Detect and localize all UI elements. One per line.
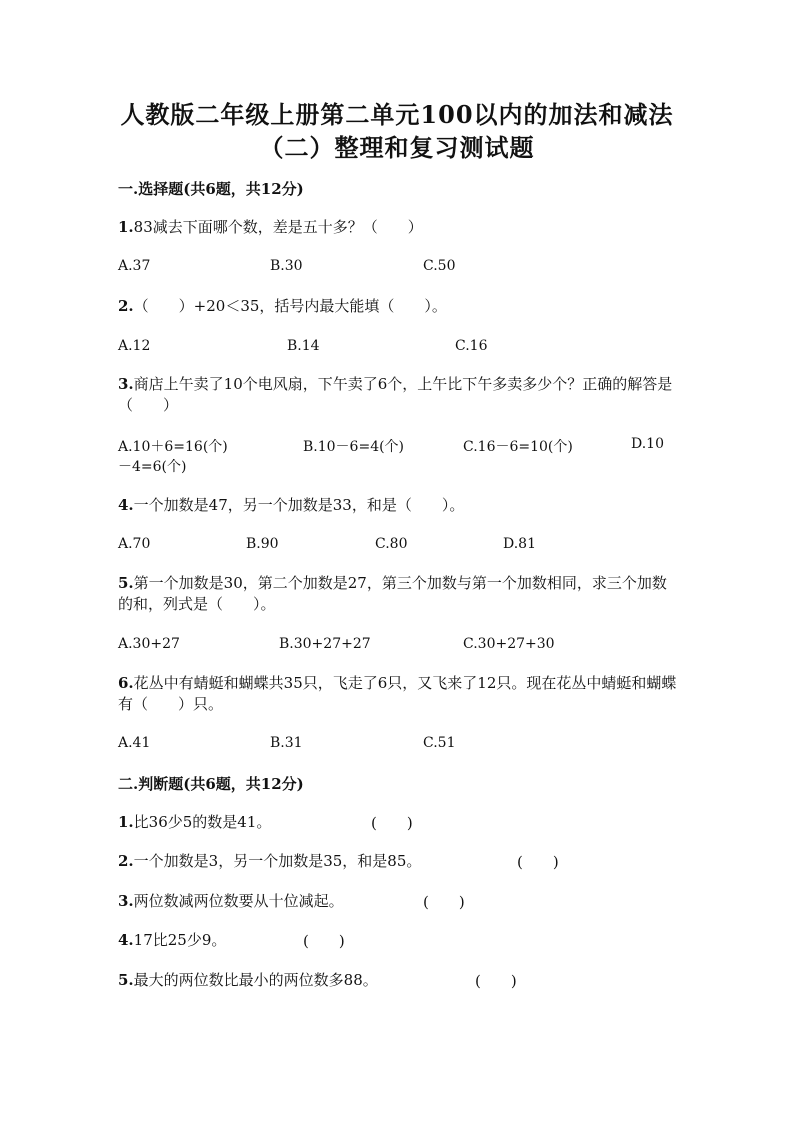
option-d-continued: －4=6(个) xyxy=(118,459,187,475)
judgment-item-5 xyxy=(118,970,678,991)
answer-blank[interactable]: ( ) xyxy=(475,972,517,990)
option-b[interactable]: B.14 xyxy=(287,338,320,354)
option-c[interactable]: C.50 xyxy=(423,258,456,274)
section-heading-choice: 一.选择题(共6题，共12分) xyxy=(118,180,304,198)
question-number: 6. xyxy=(118,674,134,692)
page-title-line1: 人教版二年级上册第二单元100以内的加法和减法 xyxy=(120,100,674,129)
question-3 xyxy=(118,374,678,416)
option-a[interactable]: A.70 xyxy=(118,536,151,552)
question-4 xyxy=(118,495,678,516)
option-c[interactable]: C.30+27+30 xyxy=(463,636,555,652)
item-text: 最大的两位数比最小的两位数多88。 xyxy=(133,971,378,989)
answer-blank[interactable]: ( ) xyxy=(371,814,413,832)
question-2 xyxy=(118,296,678,317)
question-number: 5. xyxy=(118,574,134,592)
option-c[interactable]: C.51 xyxy=(423,735,456,751)
option-b[interactable]: B.90 xyxy=(246,536,279,552)
question-text: 第一个加数是30，第二个加数是27，第三个加数与第一个加数相同，求三个加数的和，列式是（ ）。 xyxy=(118,574,667,613)
question-6 xyxy=(118,673,678,715)
question-text: 一个加数是47，另一个加数是33，和是（ ）。 xyxy=(133,496,465,514)
question-5 xyxy=(118,573,678,615)
option-a[interactable]: A.12 xyxy=(118,338,151,354)
answer-blank[interactable]: ( ) xyxy=(423,893,465,911)
item-text: 两位数减两位数要从十位减起。 xyxy=(133,892,344,910)
question-text: 83减去下面哪个数，差是五十多？（ ） xyxy=(133,218,423,236)
option-b[interactable]: B.31 xyxy=(270,735,303,751)
question-number: 4. xyxy=(118,496,134,514)
answer-blank[interactable]: ( ) xyxy=(517,853,559,871)
item-number: 5. xyxy=(118,971,134,989)
option-b[interactable]: B.30 xyxy=(270,258,303,274)
option-d[interactable]: D.81 xyxy=(503,536,536,552)
option-b[interactable]: B.30+27+27 xyxy=(279,636,371,652)
item-number: 1. xyxy=(118,813,134,831)
judgment-item-2 xyxy=(118,851,678,872)
option-c[interactable]: C.80 xyxy=(375,536,408,552)
page-title-line2: （二）整理和复习测试题 xyxy=(259,133,535,162)
question-1 xyxy=(118,217,678,238)
item-text: 一个加数是3，另一个加数是35，和是85。 xyxy=(133,852,422,870)
option-a[interactable]: A.10＋6=16(个) xyxy=(118,439,228,455)
item-number: 2. xyxy=(118,852,134,870)
option-c[interactable]: C.16－6=10(个) xyxy=(463,439,573,455)
option-c[interactable]: C.16 xyxy=(455,338,488,354)
option-a[interactable]: A.41 xyxy=(118,735,151,751)
item-text: 比36少5的数是41。 xyxy=(133,813,272,831)
question-number: 3. xyxy=(118,375,134,393)
answer-blank[interactable]: ( ) xyxy=(303,932,345,950)
option-a[interactable]: A.37 xyxy=(118,258,151,274)
item-number: 4. xyxy=(118,931,134,949)
judgment-item-3 xyxy=(118,891,678,912)
question-text: 花丛中有蜻蜓和蝴蝶共35只，飞走了6只，又飞来了12只。现在花丛中蜻蜓和蝴蝶有（ ）只。 xyxy=(118,674,677,713)
question-text: （ ）+20＜35，括号内最大能填（ ）。 xyxy=(133,297,447,315)
question-text: 商店上午卖了10个电风扇，下午卖了6个，上午比下午多卖多少个？正确的解答是（ ） xyxy=(118,375,673,414)
question-number: 2. xyxy=(118,297,134,315)
option-d[interactable]: D.10 xyxy=(631,436,664,452)
judgment-item-4 xyxy=(118,930,678,951)
question-number: 1. xyxy=(118,218,134,236)
option-a[interactable]: A.30+27 xyxy=(118,636,180,652)
item-number: 3. xyxy=(118,892,134,910)
item-text: 17比25少9。 xyxy=(133,931,227,949)
option-b[interactable]: B.10－6=4(个) xyxy=(303,439,405,455)
section-heading-judgment: 二.判断题(共6题，共12分) xyxy=(118,775,304,793)
